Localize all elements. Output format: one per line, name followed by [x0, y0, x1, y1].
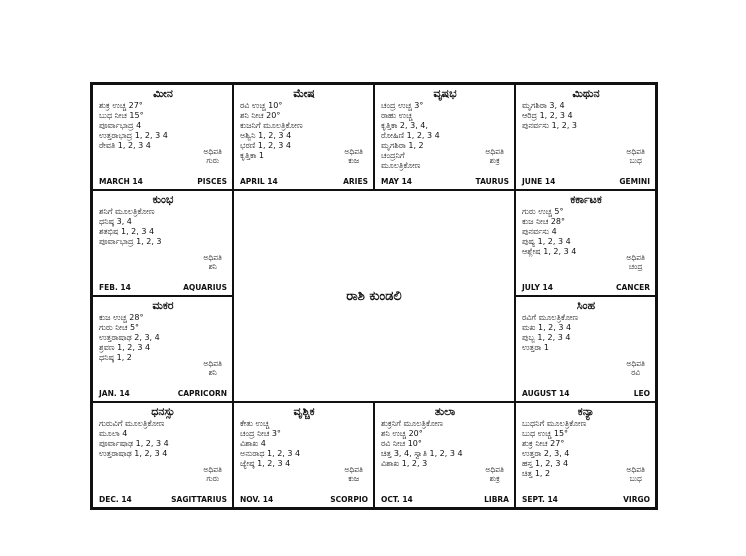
sign-detail-line: ಆಶ್ಲೇಷ 1, 2, 3 4	[522, 247, 577, 256]
lord-label: ಅಧಿಪತಿ	[203, 253, 222, 262]
sign-cell-aquarius	[92, 190, 233, 296]
lord-planet: ರವಿ	[631, 368, 641, 377]
sign-detail-line: ಶನಿ ನೀಚ 20°	[240, 111, 281, 120]
sign-detail-line: ಪೂರ್ವಾಷಾಢ 1, 2, 3 4	[99, 439, 169, 448]
zodiac-name: GEMINI	[619, 177, 650, 186]
sign-cell-scorpio	[233, 402, 374, 508]
lord-block	[626, 253, 645, 271]
sign-detail-line: ಉತ್ತರಾಷಾಢ 1, 2, 3 4	[99, 449, 168, 458]
lord-label: ಅಧಿಪತಿ	[626, 465, 645, 474]
lord-block	[344, 465, 363, 483]
sign-detail-line: ಉತ್ತರಾಭಾದ್ರ 1, 2, 3 4	[99, 131, 168, 140]
lord-label: ಅಧಿಪತಿ	[203, 147, 222, 156]
sign-title: ಸಿಂಹ	[576, 299, 596, 312]
sign-detail-line: ಬುಧ ನೀಚ 15°	[99, 111, 144, 120]
sign-detail-line: ಅನುರಾಧ 1, 2, 3 4	[240, 449, 301, 458]
rashi-chart	[90, 82, 658, 510]
sign-detail-line: ಅಶ್ವಿನಿ 1, 2, 3 4	[240, 131, 292, 140]
sign-detail-line: ಮಖ 1, 2, 3 4	[522, 323, 572, 332]
lord-label: ಅಧಿಪತಿ	[485, 147, 504, 156]
sign-detail-line: ಬುಧನಿಗೆ ಮೂಲತ್ರಿಕೋಣ	[522, 419, 587, 428]
lord-label: ಅಧಿಪತಿ	[344, 147, 363, 156]
sign-detail-line: ಶುಕ್ರನಿಗೆ ಮೂಲತ್ರಿಕೋಣ	[381, 419, 443, 428]
sign-footer	[522, 283, 650, 293]
sign-footer	[99, 177, 227, 187]
lord-planet: ಗುರು	[206, 156, 220, 165]
sign-footer	[240, 177, 368, 187]
sign-detail-line: ಚಿತ್ತ 1, 2	[522, 469, 551, 478]
sign-title: ಕುಂಭ	[152, 193, 174, 206]
lord-block	[203, 465, 222, 483]
sign-detail-line: ಭರಣಿ 1, 2, 3 4	[240, 141, 291, 150]
lord-block	[626, 359, 645, 377]
sign-footer	[522, 495, 650, 505]
lord-block	[344, 147, 363, 165]
month-label: FEB. 14	[99, 283, 131, 292]
lord-planet: ಶನಿ	[208, 368, 217, 377]
sign-detail-line: ಕುಜ ನೀಚ 28°	[522, 217, 566, 226]
zodiac-name: PISCES	[197, 177, 227, 186]
sign-detail-line: ರವಿ ಉಚ್ಚ 10°	[240, 101, 283, 110]
month-label: OCT. 14	[381, 495, 413, 504]
sign-footer	[99, 283, 227, 293]
sign-detail-line: ಕೃತ್ತಿಕಾ 1	[240, 151, 265, 160]
sign-title: ಮಿಥುನ	[572, 87, 600, 100]
zodiac-name: VIRGO	[623, 495, 650, 504]
sign-detail-line: ರೇವತಿ 1, 2, 3 4	[99, 141, 151, 150]
sign-detail-line: ರೋಹಿಣಿ 1, 2, 3 4	[381, 131, 440, 140]
month-label: MARCH 14	[99, 177, 143, 186]
sign-detail-line: ಕುಜನಿಗೆ ಮೂಲತ್ರಿಕೋಣ	[240, 121, 303, 130]
lord-block	[485, 147, 504, 165]
lord-block	[203, 147, 222, 165]
lord-block	[203, 253, 222, 271]
lord-planet: ಗುರು	[206, 474, 220, 483]
lord-planet: ಚಂದ್ರ	[628, 262, 643, 271]
month-label: JULY 14	[522, 283, 553, 292]
lord-block	[626, 465, 645, 483]
lord-planet: ಶುಕ್ರ	[489, 156, 500, 165]
sign-title: ಕರ್ಕಾಟಕ	[570, 193, 602, 206]
sign-detail-line: ವಿಶಾಖ 4	[240, 439, 266, 448]
lord-label: ಅಧಿಪತಿ	[203, 465, 222, 474]
sign-title: ವೃಷಭ	[433, 87, 457, 100]
sign-footer	[381, 177, 509, 187]
sign-title: ಧನಸ್ಸು	[151, 405, 175, 418]
sign-cell-sagittarius	[92, 402, 233, 508]
sign-detail-line: ಪುಷ್ಯ 1, 2, 3 4	[522, 237, 571, 246]
lord-planet: ಕುಜ	[348, 474, 360, 483]
sign-detail-line: ಶನಿ ಉಚ್ಚ 20°	[381, 429, 423, 438]
sign-detail-line: ಗುರು ಉಚ್ಚ 5°	[522, 207, 564, 216]
zodiac-name: CAPRICORN	[177, 389, 227, 398]
sign-detail-line: ಮೂಲಾ 4	[99, 429, 128, 438]
sign-detail-line: ಶುಕ್ರ ಉಚ್ಚ 27°	[99, 101, 143, 110]
sign-detail-line: ಪೂರ್ವಾಭಾದ್ರ 1, 2, 3	[99, 237, 162, 246]
month-label: DEC. 14	[99, 495, 132, 504]
sign-detail-line: ಶ್ರವಣ 1, 2, 3 4	[99, 343, 151, 352]
sign-detail-line: ಪುಬ್ಬ 1, 2, 3 4	[522, 333, 571, 342]
month-label: AUGUST 14	[522, 389, 570, 398]
sign-detail-line: ಶತಭಿಷ 1, 2, 3 4	[99, 227, 155, 236]
sign-footer	[240, 495, 368, 505]
sign-footer	[381, 495, 509, 505]
lord-planet: ಶುಕ್ರ	[489, 474, 500, 483]
zodiac-name: LIBRA	[484, 495, 509, 504]
sign-cell-pisces	[92, 84, 233, 190]
sign-cell-leo	[515, 296, 656, 402]
lord-label: ಅಧಿಪತಿ	[626, 253, 645, 262]
sign-detail-line: ಹಸ್ತ 1, 2, 3 4	[522, 459, 569, 468]
sign-detail-line: ಪೂರ್ವಾಭಾದ್ರ 4	[99, 121, 142, 130]
sign-detail-line: ಉತ್ತರಾ 2, 3, 4	[522, 449, 570, 458]
sign-title: ಮೀನ	[153, 87, 173, 100]
zodiac-name: SAGITTARIUS	[171, 495, 227, 504]
sign-detail-line: ಧನಿಷ್ಠ 1, 2	[99, 353, 132, 362]
month-label: JAN. 14	[99, 389, 130, 398]
sign-cell-gemini	[515, 84, 656, 190]
sign-title: ಮೇಷ	[293, 87, 315, 100]
sign-detail-line: ಪುನರ್ವಸು 4	[522, 227, 557, 236]
sign-detail-line: ಗುರು ನೀಚ 5°	[99, 323, 140, 332]
sign-detail-line: ರವಿ ನೀಚ 10°	[381, 439, 422, 448]
lord-planet: ಕುಜ	[348, 156, 360, 165]
month-label: MAY 14	[381, 177, 413, 186]
sign-detail-line: ಪುನರ್ವಸು 1, 2, 3	[522, 121, 578, 130]
sign-detail-line: ಮೂಲತ್ರಿಕೋಣ	[381, 161, 421, 170]
lord-block	[203, 359, 222, 377]
sign-cell-aries	[233, 84, 374, 190]
lord-label: ಅಧಿಪತಿ	[626, 147, 645, 156]
lord-label: ಅಧಿಪತಿ	[626, 359, 645, 368]
sign-detail-line: ರಾಹು ಉಚ್ಚ	[381, 111, 413, 120]
sign-title: ವೃಶ್ಚಿಕ	[293, 405, 315, 418]
sign-cell-taurus	[374, 84, 515, 190]
month-label: APRIL 14	[240, 177, 278, 186]
sign-title: ಕನ್ಯಾ	[577, 405, 595, 418]
lord-label: ಅಧಿಪತಿ	[344, 465, 363, 474]
sign-footer	[99, 389, 227, 399]
sign-detail-line: ಮೃಗಶಿರಾ 1, 2	[381, 141, 424, 150]
sign-detail-line: ಜ್ಯೇಷ್ಠ 1, 2, 3 4	[240, 459, 291, 468]
sign-detail-line: ಕೃತ್ತಿಕಾ 2, 3, 4,	[381, 121, 428, 130]
sign-footer	[522, 177, 650, 187]
sign-detail-line: ಆರಿದ್ರ 1, 2, 3 4	[522, 111, 573, 120]
sign-footer	[99, 495, 227, 505]
sign-detail-line: ಬುಧ ಉಚ್ಚ 15°	[522, 429, 569, 438]
sign-cell-capricorn	[92, 296, 233, 402]
sign-detail-line: ಶನಿಗೆ ಮೂಲತ್ರಿಕೋಣ	[99, 207, 155, 216]
sign-detail-line: ಕುಜ ಉಚ್ಚ 28°	[99, 313, 144, 322]
sign-detail-line: ವಿಶಾಖ 1, 2, 3	[381, 459, 428, 468]
zodiac-name: SCORPIO	[330, 495, 368, 504]
zodiac-name: AQUARIUS	[183, 283, 227, 292]
sign-detail-line: ಉತ್ತರಾಷಾಢ 2, 3, 4	[99, 333, 160, 342]
zodiac-name: TAURUS	[475, 177, 509, 186]
sign-cell-libra	[374, 402, 515, 508]
lord-planet: ಬುಧ	[629, 156, 642, 165]
month-label: JUNE 14	[522, 177, 556, 186]
sign-detail-line: ರವಿಗೆ ಮೂಲತ್ರಿಕೋಣ	[522, 313, 579, 322]
sign-cell-cancer	[515, 190, 656, 296]
sign-footer	[522, 389, 650, 399]
sign-detail-line: ಧನಿಷ್ಠ 3, 4	[99, 217, 132, 226]
zodiac-name: ARIES	[343, 177, 368, 186]
sign-detail-line: ಚಿತ್ತ 3, 4, ಸ್ವಾತಿ 1, 2, 3 4	[381, 449, 463, 458]
sign-detail-line: ಚಂದ್ರ ನೀಚ 3°	[240, 429, 281, 438]
lord-block	[485, 465, 504, 483]
lord-label: ಅಧಿಪತಿ	[203, 359, 222, 368]
sign-detail-line: ಉತ್ತರಾ 1	[522, 343, 550, 352]
sign-cell-virgo	[515, 402, 656, 508]
month-label: SEPT. 14	[522, 495, 558, 504]
zodiac-name: LEO	[633, 389, 650, 398]
sign-detail-line: ಶುಕ್ರ ನೀಚ 27°	[522, 439, 565, 448]
sign-detail-line: ಚಂದ್ರ ಉಚ್ಚ 3°	[381, 101, 424, 110]
zodiac-name: CANCER	[616, 283, 650, 292]
center-label: ರಾಶಿ ಕುಂಡಲಿ	[346, 288, 402, 304]
month-label: NOV. 14	[240, 495, 274, 504]
sign-detail-line: ಕೇತು ಉಚ್ಚ	[240, 419, 270, 428]
lord-planet: ಬುಧ	[629, 474, 642, 483]
sign-detail-line: ಗುರುವಿಗೆ ಮೂಲತ್ರಿಕೋಣ	[99, 419, 165, 428]
lord-block	[626, 147, 645, 165]
sign-detail-line: ಮೃಗಶಿರಾ 3, 4	[522, 101, 565, 110]
lord-label: ಅಧಿಪತಿ	[485, 465, 504, 474]
sign-title: ಮಕರ	[152, 299, 174, 312]
center-panel	[233, 190, 515, 402]
lord-planet: ಶನಿ	[208, 262, 217, 271]
sign-detail-line: ಚಂದ್ರನಿಗೆ	[381, 151, 405, 160]
sign-title: ತುಲಾ	[434, 405, 456, 418]
